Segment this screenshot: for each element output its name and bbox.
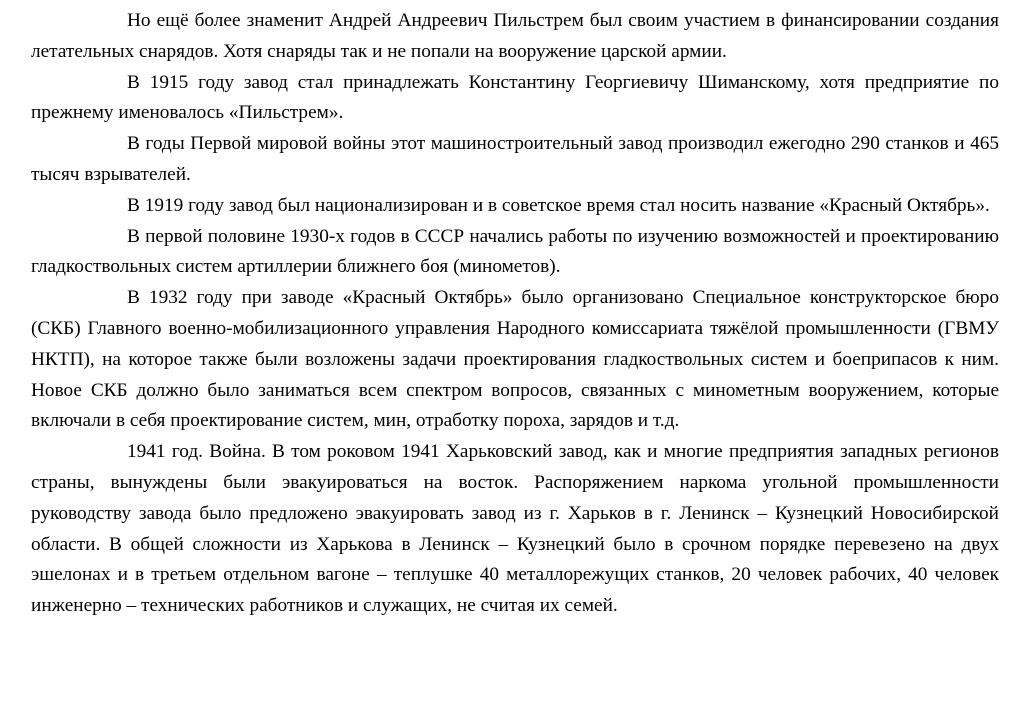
- paragraph-pilstrem: Но ещё более знаменит Андрей Андреевич Пильстрем был своим участием в финансировании создания летательных снарядов. Хотя снаряды так и не попали на вооружение царской армии.: [31, 10, 999, 62]
- paragraph-1919: В 1919 году завод был национализирован и в советское время стал носить название «Красный Октябрь».: [127, 194, 990, 216]
- paragraph-1941: 1941 год. Война. В том роковом 1941 Харьковский завод, как и многие предприятия западных регионов страны, вынуждены были эвакуироваться на восток. Распоряжением наркома угольной промышленности руководству завода было предложено эвакуировать завод из г. Харьков в г. Ленинск – Кузнецкий Новосибирской области. В общей сложности из Харькова в Ленинск – Кузнецкий было в срочном порядке перевезено на двух эшелонах и в третьем отдельном вагоне – теплушке 40 металлорежущих станков, 20 человек рабочих, 40 человек инженерно – технических работников и служащих, не считая их семей.: [31, 441, 999, 617]
- paragraph-1930s: В первой половине 1930-х годов в СССР начались работы по изучению возможностей и проектированию гладкоствольных систем артиллерии ближнего боя (минометов).: [31, 225, 999, 278]
- paragraph-ww1: В годы Первой мировой войны этот машиностроительный завод производил ежегодно 290 станков и 465 тысяч взрывателей.: [31, 133, 999, 185]
- document-body: [31, 6, 999, 622]
- paragraph-1915: В 1915 году завод стал принадлежать Константину Георгиевичу Шиманскому, хотя предприятие по прежнему именовалось «Пильстрем».: [31, 71, 999, 124]
- paragraph-1932: В 1932 году при заводе «Красный Октябрь» было организовано Специальное конструкторское бюро (СКБ) Главного военно-мобилизационного управления Народного комиссариата тяжёлой промышленности (ГВМУ НКТП), на которое также были возложены задачи проектирования гладкоствольных систем и боеприпасов к ним. Новое СКБ должно было заниматься всем спектром вопросов, связанных с минометным вооружением, которые включали в себя проектирование систем, мин, отработку пороха, зарядов и т.д.: [31, 287, 999, 432]
